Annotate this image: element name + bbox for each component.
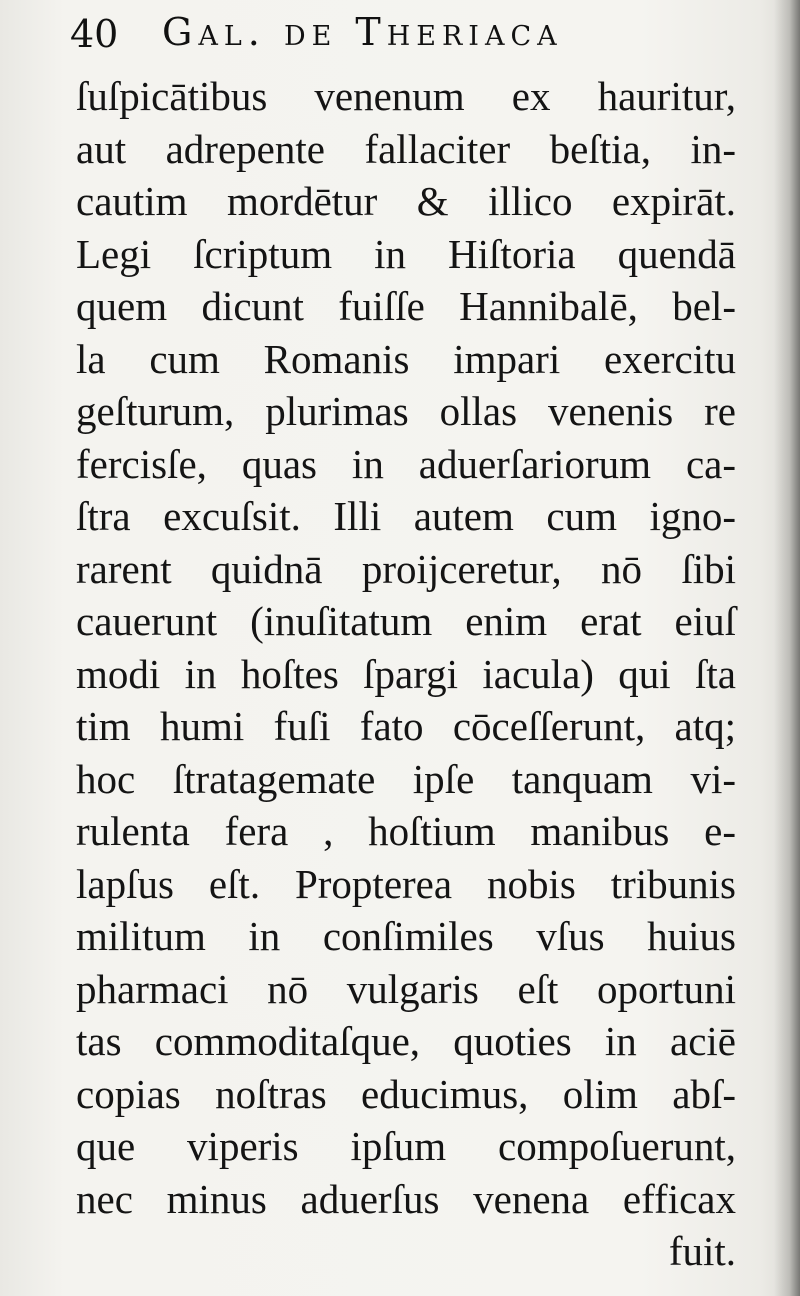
running-title: Gal. de Theriaca: [162, 10, 563, 54]
text-line: aut adrepente fallaciter beſtia, in-: [76, 125, 736, 172]
text-line: nec minus aduerſus venena efficax: [76, 1175, 736, 1222]
text-line: la cum Romanis impari exercitu: [76, 335, 736, 382]
body-text: [76, 70, 736, 1278]
text-line: ſtra excuſsit. Illi autem cum igno-: [76, 493, 736, 539]
text-line: geſturum, plurimas ollas venenis re: [76, 388, 736, 434]
page-number: 40: [70, 12, 119, 56]
page-header: [70, 6, 730, 66]
text-line: que viperis ipſum compoſuerunt,: [76, 1123, 736, 1169]
text-line: hoc ſtratagemate ipſe tanquam vi-: [76, 755, 736, 802]
text-line: lapſus eſt. Propterea nobis tribunis: [76, 860, 736, 907]
text-line: fercisſe, quas in aduerſariorum ca-: [76, 440, 736, 487]
text-line: tim humi fuſi fato cōceſſerunt, atq;: [76, 703, 736, 749]
text-line: Legi ſcriptum in Hiſtoria quendā: [76, 230, 736, 277]
text-line: cauerunt (inuſitatum enim erat eiuſ: [76, 598, 736, 644]
text-line: militum in conſimiles vſus huius: [76, 913, 736, 959]
text-line: cautim mordētur & illico expirāt.: [76, 178, 736, 224]
text-line: fuit.: [668, 1228, 736, 1274]
page-edge-shadow: [774, 0, 800, 1296]
text-line: pharmaci nō vulgaris eſt oportuni: [76, 965, 736, 1012]
text-line: modi in hoſtes ſpargi iacula) qui ſta: [76, 650, 736, 697]
text-line: rulenta fera , hoſtium manibus e-: [76, 808, 736, 854]
text-line: ſuſpicātibus venenum ex hauritur,: [76, 73, 736, 119]
text-line: copias noſtras educimus, olim abſ-: [76, 1070, 736, 1117]
text-line: tas commoditaſque, quoties in aciē: [76, 1018, 736, 1064]
text-line: quem dicunt fuiſſe Hannibalē, bel-: [76, 283, 736, 329]
text-line: rarent quidnā proijceretur, nō ſibi: [76, 545, 736, 592]
